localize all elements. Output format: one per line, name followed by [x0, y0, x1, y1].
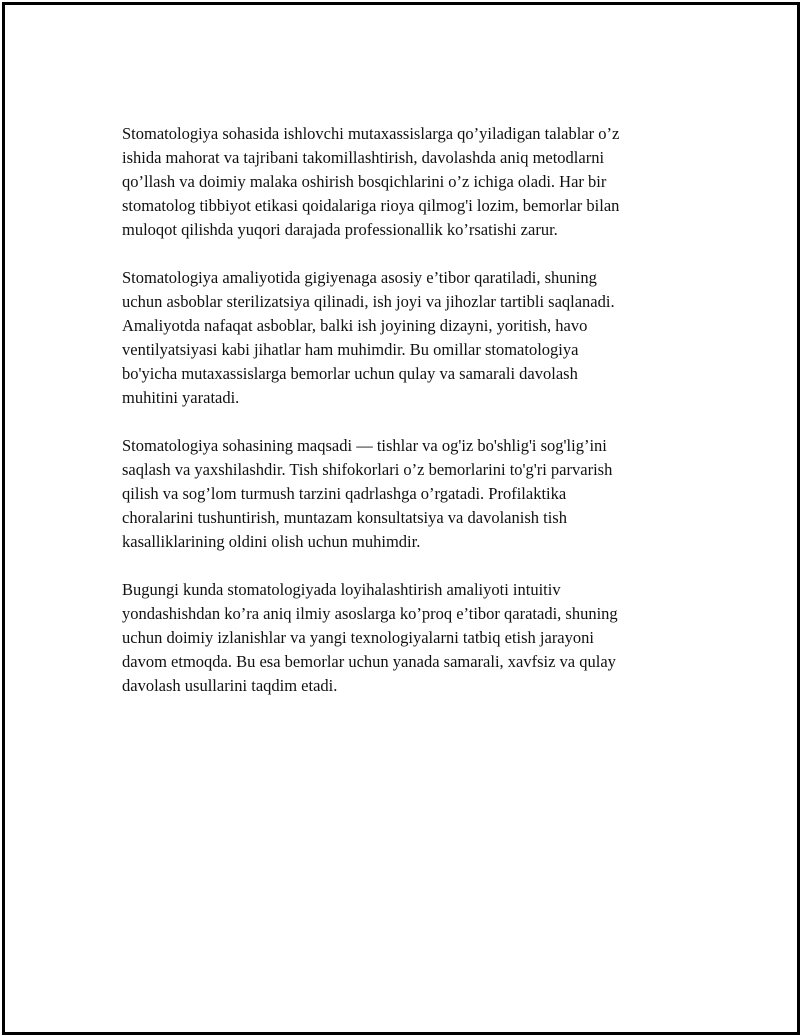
paragraph-3: Stomatologiya sohasining maqsadi — tishlar va og'iz bo'shlig'i sog'lig’ini saqlash va yaxshilashdir. Tish shifokorlari o’z bemorlarini to'g'ri parvarish qilish va sog’lom turmush tarzini qadrlashga o’rgatadi. Profilaktika choralarini tushuntirish, muntazam konsultatsiya va davolanish tish kasalliklarining oldini olish uchun muhimdir.: [122, 436, 613, 551]
document-body: [122, 122, 682, 722]
page-frame: [2, 2, 800, 1035]
paragraph-4: Bugungi kunda stomatologiyada loyihalashtirish amaliyoti intuitiv yondashishdan ko’ra aniq ilmiy asoslarga ko’proq e’tibor qaratadi, shuning uchun doimiy izlanishlar va yangi texnologiyalarni tatbiq etish jarayoni davom etmoqda. Bu esa bemorlar uchun yanada samarali, xavfsiz va qulay davolash usullarini taqdim etadi.: [122, 580, 618, 695]
paragraph-1: Stomatologiya sohasida ishlovchi mutaxassislarga qo’yiladigan talablar o’z ishida mahorat va tajribani takomillashtirish, davolashda aniq metodlarni qo’llash va doimiy malaka oshirish bosqichlarini o’z ichiga oladi. Har bir stomatolog tibbiyot etikasi qoidalariga rioya qilmog'i lozim, bemorlar bilan muloqot qilishda yuqori darajada professionallik ko’rsatishi zarur.: [122, 124, 620, 239]
paragraph-2: Stomatologiya amaliyotida gigiyenaga asosiy e’tibor qaratiladi, shuning uchun asboblar sterilizatsiya qilinadi, ish joyi va jihozlar tartibli saqlanadi. Amaliyotda nafaqat asboblar, balki ish joyining dizayni, yoritish, havo ventilyatsiyasi kabi jihatlar ham muhimdir. Bu omillar stomatologiya bo'yicha mutaxassislarga bemorlar uchun qulay va samarali davolash muhitini yaratadi.: [122, 268, 615, 407]
